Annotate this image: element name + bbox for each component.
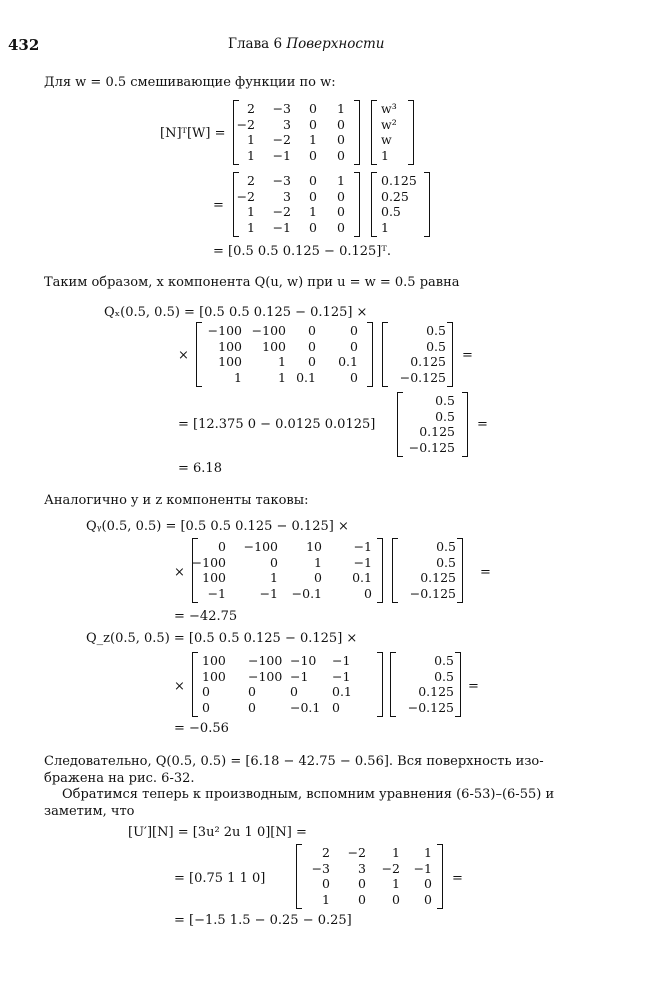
matrix-cell: 0: [350, 338, 358, 354]
right-bracket: [424, 172, 430, 237]
left-bracket: [233, 100, 239, 165]
matrix-cell: 0.5: [435, 408, 455, 424]
matrix-cell: 0: [424, 876, 432, 891]
matrix-cell: 3: [283, 116, 291, 132]
matrix-cell: −1: [207, 585, 226, 601]
qx-equals-1: =: [462, 348, 473, 363]
matrix-cell: 100: [202, 668, 226, 684]
matrix-cell: 0: [350, 323, 358, 338]
matrix-cell: 1: [392, 845, 400, 860]
matrix-cell: 1: [337, 101, 345, 116]
eq1-matrix-repeat: [233, 172, 361, 238]
right-bracket: [367, 322, 373, 387]
qy-vector: [392, 538, 464, 604]
right-bracket: [455, 652, 461, 717]
left-bracket: [196, 322, 202, 387]
matrix-cell: 0: [309, 101, 317, 116]
matrix-cell: −2: [272, 204, 291, 219]
qy-times: ×: [174, 565, 185, 580]
matrix-cell: 100: [202, 570, 226, 585]
matrix-cell: 0: [332, 699, 340, 715]
matrix-cell: 0.5: [436, 554, 456, 570]
matrix-cell: 2: [322, 845, 330, 860]
paragraph-result-line1: Следовательно, Q(0.5, 0.5) = [6.18 − 42.75 − 0.56]. Вся поверхность изо-: [44, 754, 544, 769]
matrix-cell: 0: [308, 338, 316, 354]
matrix-cell: 1: [424, 845, 432, 860]
chapter-title: Поверхности: [286, 36, 385, 52]
matrix-cell: 0: [337, 204, 345, 219]
matrix-cell: 1: [247, 132, 255, 147]
eq1-vector: [371, 100, 415, 166]
matrix-cell: −100: [191, 554, 226, 570]
matrix-cell: 1: [322, 891, 330, 907]
matrix-cell: −1: [353, 539, 372, 554]
matrix-cell: 0: [218, 539, 226, 554]
matrix-cell: −1: [259, 585, 278, 601]
qy-equals: =: [480, 565, 491, 580]
matrix-cell: 0.125: [410, 354, 446, 369]
matrix-cell: 0: [290, 684, 298, 699]
matrix-cell: 0.5: [426, 338, 446, 354]
matrix-cell: 0: [358, 891, 366, 907]
left-bracket: [392, 538, 398, 603]
matrix-cell: 0: [364, 585, 372, 601]
matrix-cell: −2: [236, 188, 255, 204]
matrix-cell: 0.25: [381, 188, 409, 204]
matrix-cell: 1: [247, 219, 255, 235]
matrix-cell: 0: [309, 219, 317, 235]
matrix-cell: 0: [350, 369, 358, 385]
matrix-cell: 0: [337, 188, 345, 204]
matrix-cell: 0: [270, 554, 278, 570]
matrix-cell: −2: [381, 860, 400, 876]
matrix-cell: 0.1: [352, 570, 372, 585]
matrix-cell: −0.125: [407, 699, 454, 715]
left-bracket: [371, 172, 377, 237]
matrix-cell: 100: [262, 338, 286, 354]
matrix-cell: 0: [337, 132, 345, 147]
eq1-result: = [0.5 0.5 0.125 − 0.125]ᵀ.: [213, 244, 391, 259]
right-bracket: [377, 538, 383, 603]
matrix-cell: 0: [248, 699, 256, 715]
matrix-cell: −10: [290, 653, 317, 668]
matrix-cell: 3: [283, 188, 291, 204]
matrix-cell: 100: [202, 653, 226, 668]
qx-line2: = [12.375 0 − 0.0125 0.0125]: [178, 417, 376, 432]
matrix-cell: 0.5: [434, 653, 454, 668]
qx-vector: [382, 322, 454, 388]
page-number: 432: [8, 36, 40, 54]
paragraph-x-component: Таким образом, x компонента Q(u, w) при u = w = 0.5 равна: [44, 275, 460, 290]
matrix-cell: 0.5: [434, 668, 454, 684]
matrix-cell: 0.1: [338, 354, 358, 369]
matrix-cell: −100: [207, 323, 242, 338]
matrix-cell: 0: [309, 116, 317, 132]
qz-matrix: [192, 652, 384, 718]
matrix-cell: 1: [337, 173, 345, 188]
qy-line1: Qᵧ(0.5, 0.5) = [0.5 0.5 0.125 − 0.125] ×: [86, 519, 349, 534]
matrix-cell: 0.125: [418, 684, 454, 699]
matrix-cell: −100: [251, 323, 286, 338]
matrix-cell: −1: [353, 554, 372, 570]
matrix-cell: −0.125: [399, 369, 446, 385]
deriv-result: = [−1.5 1.5 − 0.25 − 0.25]: [174, 913, 352, 928]
matrix-cell: 0: [248, 684, 256, 699]
matrix-cell: 0.125: [381, 173, 417, 188]
paragraph-blending-intro: Для w = 0.5 смешивающие функции по w:: [44, 75, 336, 90]
running-head: [228, 38, 384, 52]
matrix-cell: −3: [272, 173, 291, 188]
matrix-cell: 0: [358, 876, 366, 891]
matrix-cell: −2: [272, 132, 291, 147]
paragraph-derivatives-line1: Обратимся теперь к производным, вспомним уравнения (6-53)–(6-55) и: [62, 787, 555, 802]
matrix-cell: −0.1: [290, 699, 321, 715]
eq1-lhs: [N]ᵀ[W] =: [160, 126, 226, 141]
left-bracket: [192, 538, 198, 603]
qx-times: ×: [178, 348, 189, 363]
matrix-cell: 0: [202, 699, 210, 715]
matrix-cell: −3: [272, 101, 291, 116]
matrix-cell: −1: [272, 147, 291, 163]
matrix-cell: 1: [392, 876, 400, 891]
matrix-cell: 0: [308, 354, 316, 369]
matrix-cell: −3: [311, 860, 330, 876]
matrix-cell: 0.5: [436, 539, 456, 554]
left-bracket: [296, 844, 302, 909]
matrix-cell: 1: [247, 147, 255, 163]
matrix-cell: w²: [381, 116, 397, 132]
chapter-label: Глава 6: [228, 36, 283, 52]
qz-equals: =: [468, 679, 479, 694]
qy-matrix: [192, 538, 384, 604]
matrix-cell: 1: [270, 570, 278, 585]
matrix-cell: 1: [314, 554, 322, 570]
matrix-cell: 0: [337, 147, 345, 163]
left-bracket: [382, 322, 388, 387]
matrix-cell: 0.5: [435, 393, 455, 408]
right-bracket: [354, 172, 360, 237]
qz-vector: [390, 652, 462, 718]
matrix-cell: 0: [309, 188, 317, 204]
qz-times: ×: [174, 679, 185, 694]
matrix-cell: −0.1: [291, 585, 322, 601]
matrix-cell: 1: [278, 354, 286, 369]
matrix-cell: 1: [309, 204, 317, 219]
left-bracket: [192, 652, 198, 717]
right-bracket: [408, 100, 414, 165]
qx-equals-2: =: [477, 417, 488, 432]
deriv-line1: [U′][N] = [3u² 2u 1 0][N] =: [128, 825, 307, 840]
matrix-cell: 3: [358, 860, 366, 876]
deriv-matrix: [296, 844, 444, 910]
matrix-cell: 0: [322, 876, 330, 891]
matrix-cell: −100: [248, 668, 283, 684]
matrix-cell: 0: [314, 570, 322, 585]
matrix-cell: −1: [272, 219, 291, 235]
right-bracket: [377, 652, 383, 717]
matrix-cell: −1: [413, 860, 432, 876]
matrix-cell: 0: [309, 173, 317, 188]
matrix-cell: 0.5: [381, 204, 401, 219]
left-bracket: [397, 392, 403, 457]
qx-vector2: [397, 392, 469, 458]
matrix-cell: w³: [381, 101, 397, 116]
matrix-cell: 0.1: [332, 684, 352, 699]
qx-matrix: [196, 322, 374, 388]
qz-line1: Q_z(0.5, 0.5) = [0.5 0.5 0.125 − 0.125] ×: [86, 631, 358, 646]
eq1-equals: =: [213, 198, 224, 213]
matrix-cell: 0.5: [426, 323, 446, 338]
matrix-cell: 2: [247, 101, 255, 116]
qz-result: = −0.56: [174, 721, 229, 736]
deriv-equals: =: [452, 871, 463, 886]
matrix-cell: 1: [381, 147, 389, 163]
matrix-cell: −100: [243, 539, 278, 554]
matrix-cell: −2: [347, 845, 366, 860]
matrix-cell: 10: [306, 539, 322, 554]
matrix-cell: 0: [392, 891, 400, 907]
paragraph-yz-components: Аналогично y и z компоненты таковы:: [44, 493, 309, 508]
matrix-cell: 0.125: [419, 424, 455, 439]
matrix-cell: 0: [308, 323, 316, 338]
right-bracket: [354, 100, 360, 165]
matrix-cell: 1: [234, 369, 242, 385]
left-bracket: [233, 172, 239, 237]
matrix-cell: 0: [424, 891, 432, 907]
right-bracket: [457, 538, 463, 603]
matrix-cell: −2: [236, 116, 255, 132]
right-bracket: [437, 844, 443, 909]
matrix-cell: 0: [202, 684, 210, 699]
paragraph-result-line2: бражена на рис. 6-32.: [44, 771, 195, 786]
matrix-cell: 1: [381, 219, 389, 235]
eq1-matrix: [233, 100, 361, 166]
qx-line1: Qₓ(0.5, 0.5) = [0.5 0.5 0.125 − 0.125] ×: [104, 305, 368, 320]
matrix-cell: 0.125: [420, 570, 456, 585]
left-bracket: [390, 652, 396, 717]
matrix-cell: 2: [247, 173, 255, 188]
paragraph-derivatives-line2: заметим, что: [44, 804, 135, 819]
matrix-cell: −0.125: [408, 439, 455, 455]
matrix-cell: −100: [248, 653, 283, 668]
matrix-cell: 0: [337, 116, 345, 132]
matrix-cell: 1: [247, 204, 255, 219]
matrix-cell: −0.125: [409, 585, 456, 601]
right-bracket: [447, 322, 453, 387]
matrix-cell: 0: [309, 147, 317, 163]
eq1-vector2: [371, 172, 431, 238]
matrix-cell: −1: [332, 668, 351, 684]
matrix-cell: 0: [337, 219, 345, 235]
right-bracket: [462, 392, 468, 457]
matrix-cell: 100: [218, 338, 242, 354]
matrix-cell: 1: [309, 132, 317, 147]
matrix-cell: −1: [332, 653, 351, 668]
matrix-cell: 100: [218, 354, 242, 369]
matrix-cell: 0.1: [296, 369, 316, 385]
deriv-line2: = [0.75 1 1 0]: [174, 871, 266, 886]
qy-result: = −42.75: [174, 609, 238, 624]
matrix-cell: w: [381, 132, 392, 147]
qx-result: = 6.18: [178, 461, 222, 476]
left-bracket: [371, 100, 377, 165]
matrix-cell: 1: [278, 369, 286, 385]
matrix-cell: −1: [290, 668, 309, 684]
